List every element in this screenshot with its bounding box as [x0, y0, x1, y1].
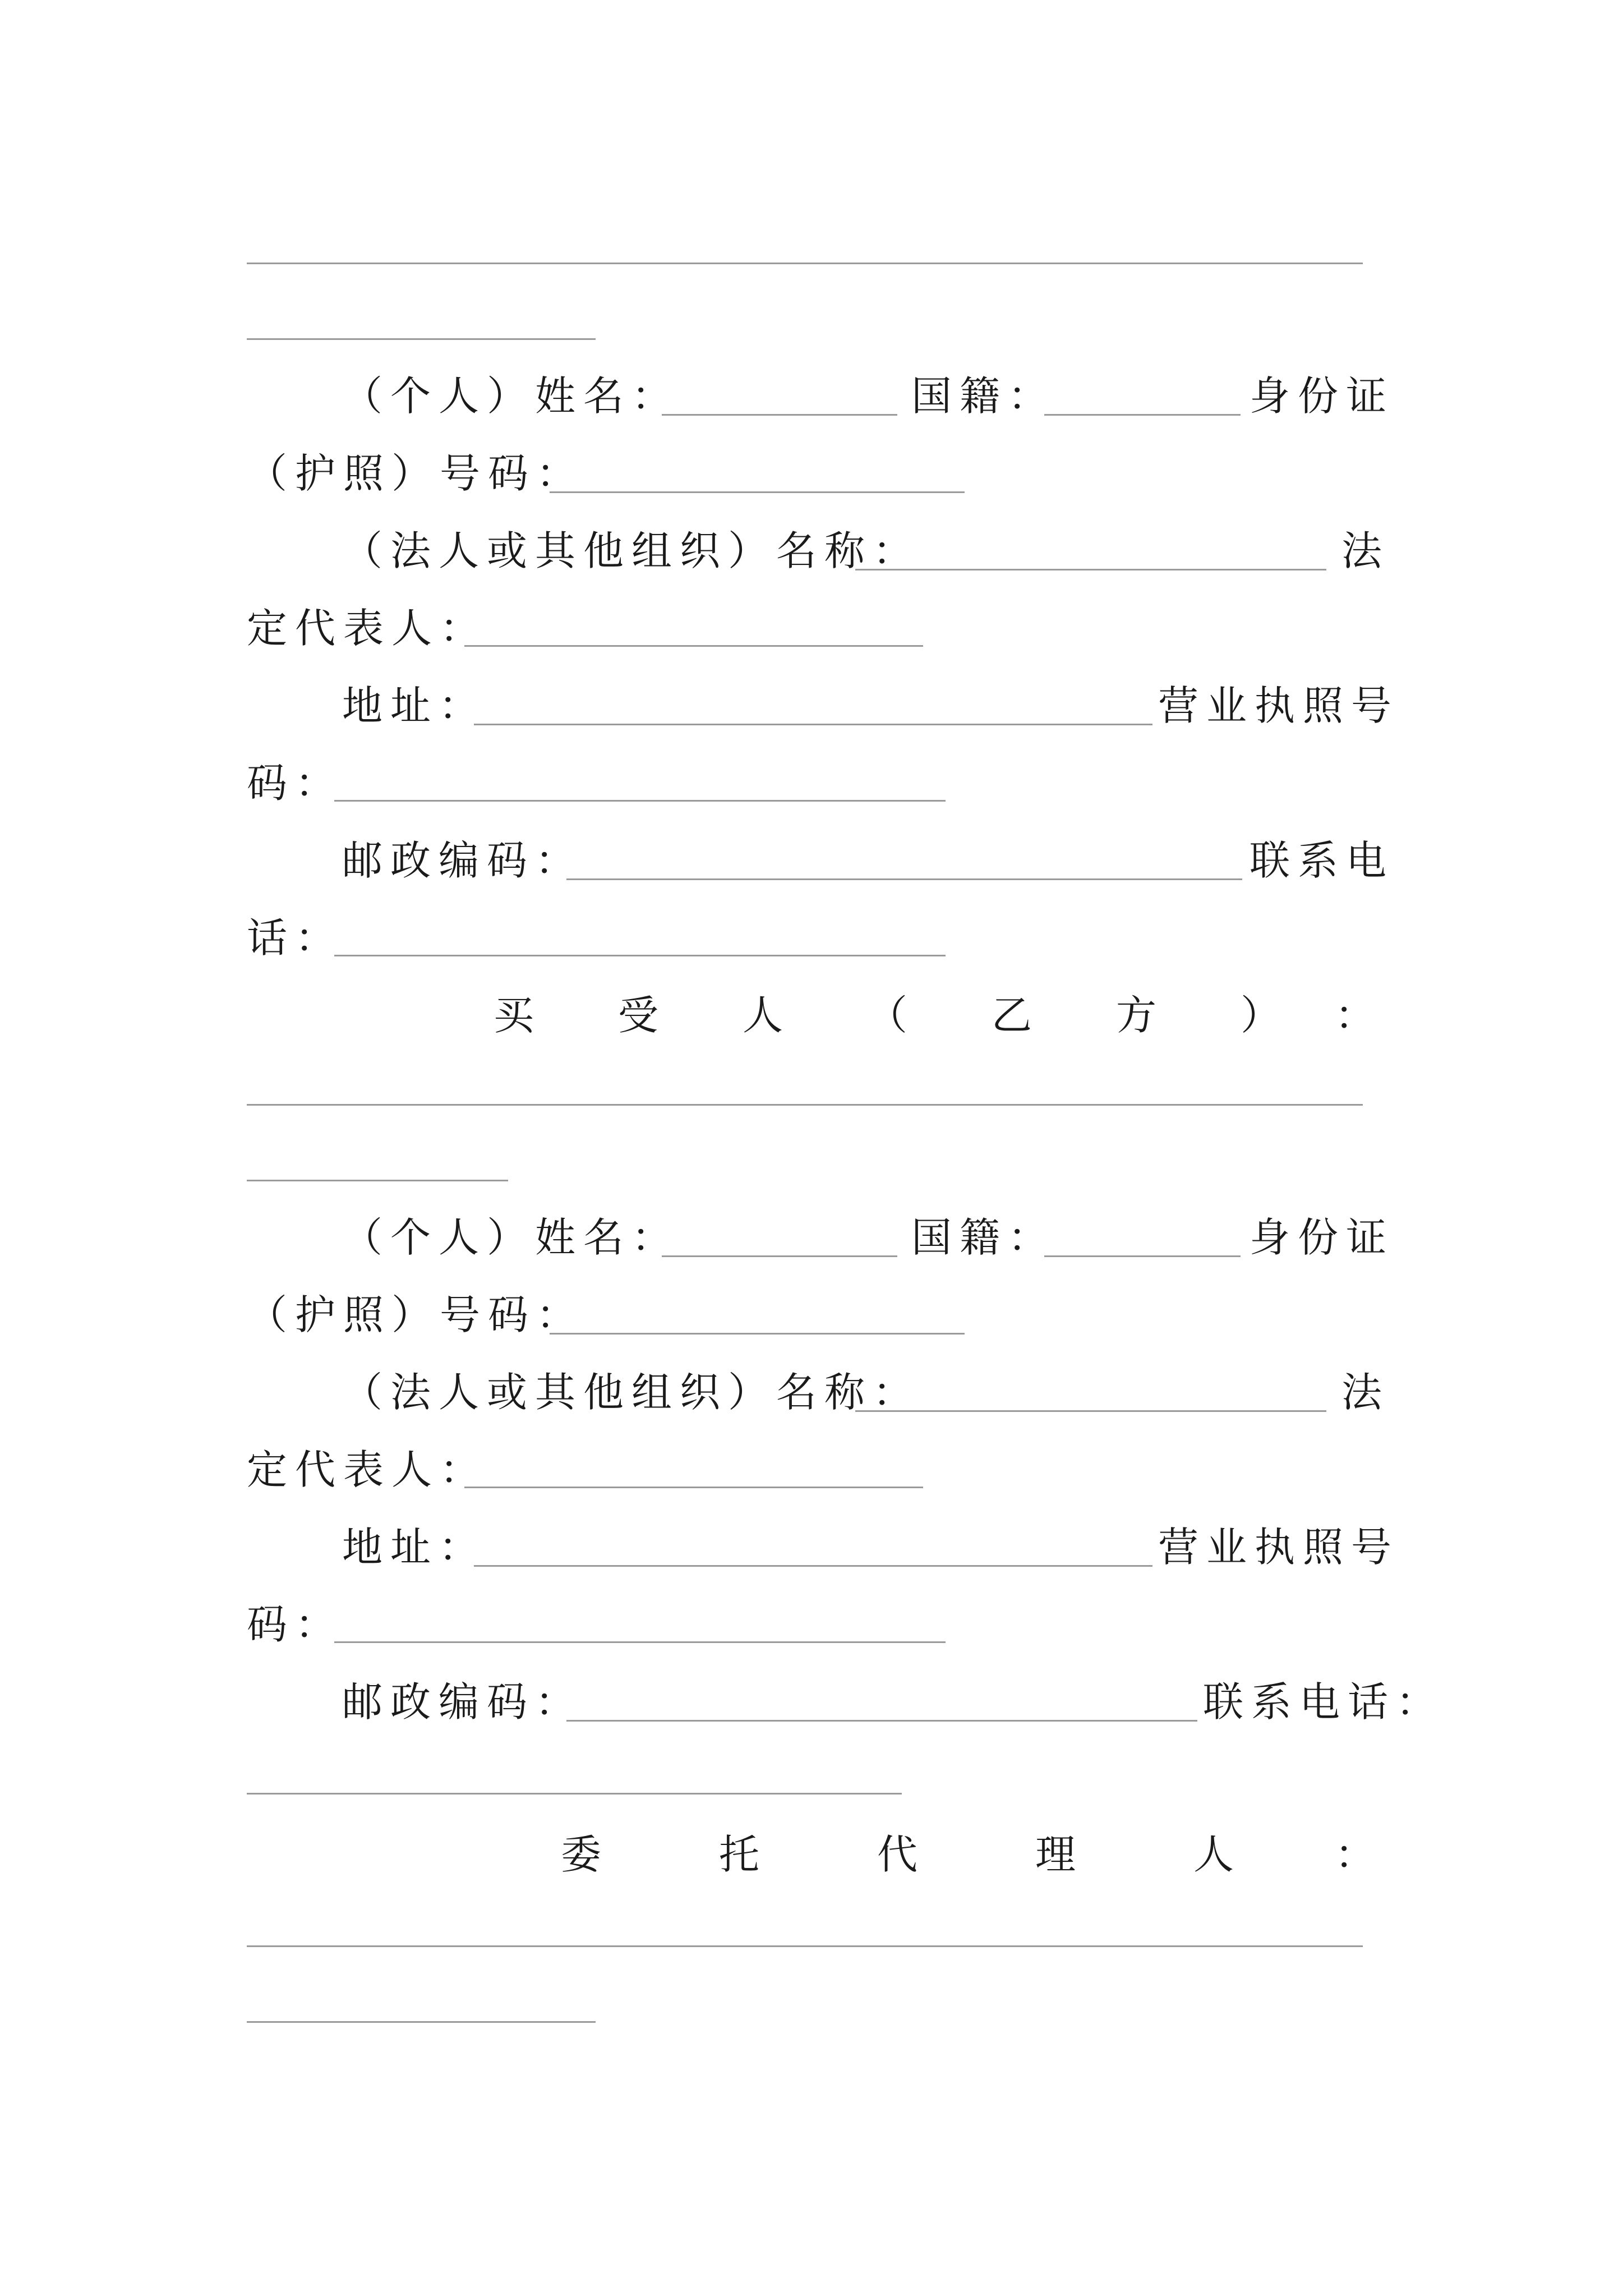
seller-individual-name-field[interactable]	[662, 414, 897, 416]
seller-nationality-label: 国籍：	[911, 372, 1057, 420]
buyer-individual-name-field[interactable]	[662, 1255, 897, 1257]
seller-id-label-part1: 身份证	[1249, 372, 1395, 420]
buyer-postcode-label: 邮政编码：	[342, 1678, 584, 1726]
buyer-address-field[interactable]	[474, 1565, 1152, 1567]
buyer-postcode-field[interactable]	[566, 1720, 1197, 1722]
seller-legal-rep-part1: 法	[1341, 527, 1390, 574]
seller-license-field[interactable]	[334, 800, 946, 802]
buyer-heading-char-5: 乙	[992, 992, 1032, 1039]
buyer-blank-line-2[interactable]	[247, 1180, 508, 1181]
buyer-heading-char-1: 买	[494, 992, 534, 1039]
buyer-legal-rep-part1: 法	[1341, 1369, 1390, 1416]
buyer-id-label-part2: （护照）号码：	[247, 1291, 585, 1338]
buyer-phone-field[interactable]	[247, 1793, 902, 1795]
agent-heading-char-2: 托	[719, 1831, 760, 1878]
seller-address-field[interactable]	[474, 724, 1152, 725]
seller-nationality-field[interactable]	[1044, 414, 1241, 416]
buyer-individual-name-label: （个人）姓名：	[342, 1214, 680, 1261]
buyer-license-part1: 营业执照号	[1158, 1524, 1400, 1571]
seller-phone-part2: 话：	[247, 914, 344, 961]
buyer-nationality-label: 国籍：	[911, 1214, 1057, 1261]
buyer-legal-rep-part2: 定代表人：	[247, 1446, 488, 1493]
buyer-address-label: 地址：	[342, 1524, 487, 1571]
agent-heading-char-3: 代	[877, 1831, 918, 1878]
seller-individual-name-label: （个人）姓名：	[342, 372, 680, 420]
agent-heading-char-4: 理	[1035, 1831, 1076, 1878]
seller-address-label: 地址：	[342, 682, 487, 729]
buyer-license-field[interactable]	[334, 1641, 946, 1643]
agent-blank-line-1[interactable]	[247, 1945, 1363, 1947]
seller-license-part1: 营业执照号	[1158, 682, 1400, 729]
seller-id-field[interactable]	[550, 491, 965, 493]
seller-postcode-label: 邮政编码：	[342, 837, 584, 884]
seller-blank-line-2[interactable]	[247, 338, 596, 340]
agent-blank-line-2[interactable]	[247, 2021, 596, 2023]
seller-id-label-part2: （护照）号码：	[247, 450, 585, 497]
buyer-org-name-field[interactable]	[855, 1410, 1326, 1412]
seller-blank-line-1[interactable]	[247, 263, 1363, 264]
buyer-nationality-field[interactable]	[1044, 1255, 1241, 1257]
buyer-heading-char-7: ）	[1241, 992, 1281, 1039]
seller-legal-rep-field[interactable]	[464, 645, 923, 647]
seller-org-name-label: （法人或其他组织）名称：	[342, 527, 921, 574]
buyer-heading-char-6: 方	[1116, 992, 1157, 1039]
agent-heading-char-6: ：	[1335, 1831, 1376, 1878]
buyer-org-name-label: （法人或其他组织）名称：	[342, 1369, 921, 1416]
seller-legal-rep-part2: 定代表人：	[247, 605, 488, 652]
seller-license-part2: 码：	[247, 760, 344, 807]
buyer-heading-char-3: 人	[743, 992, 783, 1039]
buyer-phone-label: 联系电话：	[1203, 1678, 1445, 1726]
seller-phone-part1: 联系电	[1249, 837, 1395, 884]
buyer-heading-char-2: 受	[618, 992, 659, 1039]
buyer-id-label-part1: 身份证	[1249, 1214, 1395, 1261]
buyer-heading-char-8: ：	[1335, 992, 1376, 1039]
seller-org-name-field[interactable]	[855, 569, 1326, 570]
seller-postcode-field[interactable]	[566, 878, 1242, 880]
agent-heading-char-1: 委	[561, 1831, 602, 1878]
buyer-license-part2: 码：	[247, 1601, 344, 1648]
buyer-legal-rep-field[interactable]	[464, 1487, 923, 1488]
buyer-blank-line-1[interactable]	[247, 1104, 1363, 1106]
buyer-id-field[interactable]	[550, 1333, 965, 1335]
agent-heading-char-5: 人	[1193, 1831, 1234, 1878]
buyer-heading-char-4: （	[867, 992, 908, 1039]
seller-phone-field[interactable]	[334, 955, 946, 956]
